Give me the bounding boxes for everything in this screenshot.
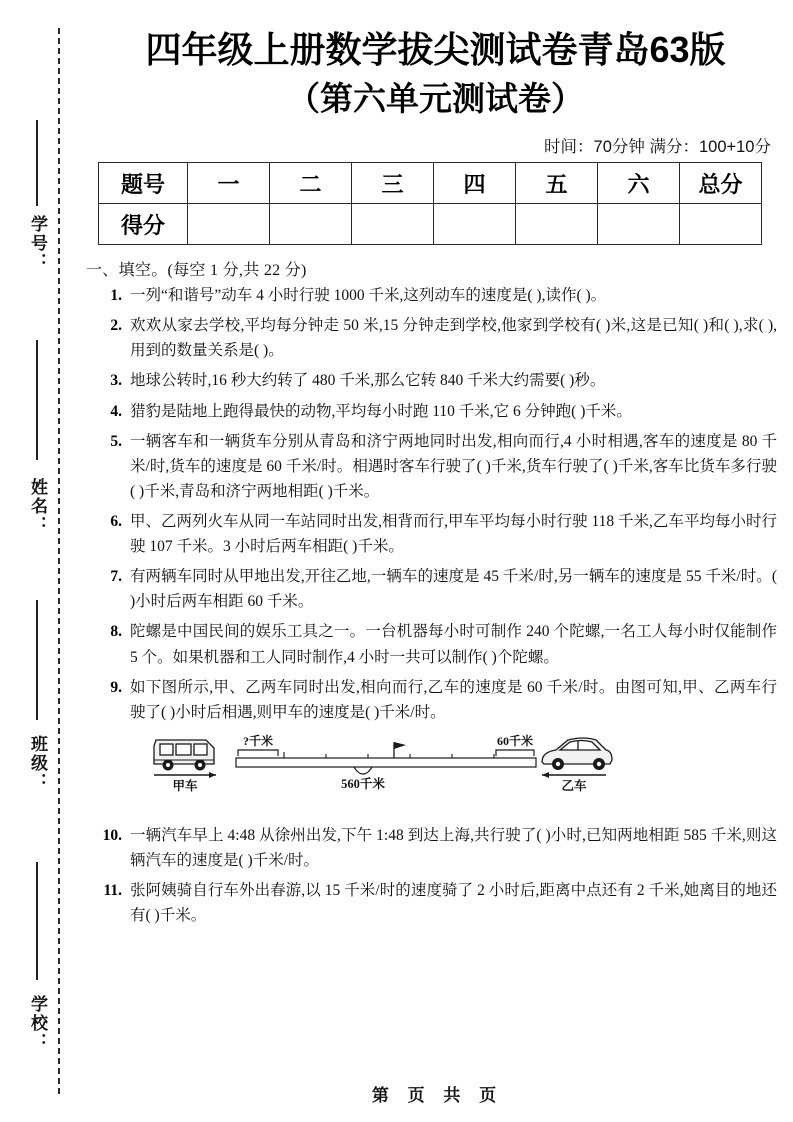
score-cell-6[interactable] bbox=[598, 204, 680, 245]
question-item-5 bbox=[92, 429, 777, 504]
question-text: 如下图所示,甲、乙两车同时出发,相向而行,乙车的速度是 60 千米/时。由图可知,甲、乙两车行驶了( )小时后相遇,则甲车的速度是( )千米/时。 bbox=[130, 678, 777, 721]
margin-label-class: 班级： bbox=[28, 735, 47, 792]
question-text: 甲、乙两列火车从同一车站同时出发,相背而行,甲车平均每小时行驶 118 千米,乙车平均每小时行驶 107 千米。3 小时后两车相距( )千米。 bbox=[130, 513, 777, 556]
right-segment-bracket bbox=[496, 750, 534, 756]
question-item-3 bbox=[92, 368, 777, 393]
question-number: 8. bbox=[110, 623, 122, 641]
margin-tick-line bbox=[36, 862, 38, 980]
score-cell-2[interactable] bbox=[270, 204, 352, 245]
question-text: 一列“和谐号”动车 4 小时行驶 1000 千米,这列动车的速度是( ),读作( )。 bbox=[130, 287, 607, 305]
margin-tick-line bbox=[36, 600, 38, 720]
score-cell-5[interactable] bbox=[516, 204, 598, 245]
question-number: 1. bbox=[110, 287, 122, 305]
margin-tick-line bbox=[36, 120, 38, 206]
question-item-6 bbox=[92, 509, 777, 559]
van-direction-arrow-icon bbox=[154, 772, 216, 778]
score-cell-total[interactable] bbox=[680, 204, 762, 245]
figure-label-unknown-distance: ?千米 bbox=[242, 733, 274, 748]
question-text: 一辆客车和一辆货车分别从青岛和济宁两地同时出发,相向而行,4 小时相遇,客车的速度是 80 千米/时,货车的速度是 60 千米/时。相遇时客车行驶了( )千米,货车行驶了( )千米,客车比货车多行驶( )千米,青岛和济宁两地相距( )千米。 bbox=[130, 432, 777, 500]
page-subtitle: （第六单元测试卷） bbox=[287, 79, 584, 117]
score-table-col-3: 三 bbox=[352, 163, 434, 204]
score-table-col-total: 总分 bbox=[680, 163, 762, 204]
two-vehicles-distance-diagram bbox=[144, 730, 614, 812]
question-text: 欢欢从家去学校,平均每分钟走 50 米,15 分钟走到学校,他家到学校有( )米,这是已知( )和( ),求( ),用到的数量关系是( )。 bbox=[130, 317, 777, 360]
page-title: 四年级上册数学拔尖测试卷青岛63版 bbox=[145, 29, 726, 70]
question-number: 10. bbox=[102, 826, 122, 844]
score-table bbox=[98, 162, 762, 245]
figure-label-left-vehicle: 甲车 bbox=[172, 778, 198, 793]
score-table-col-5: 五 bbox=[516, 163, 598, 204]
score-table-col-1: 一 bbox=[188, 163, 270, 204]
question-number: 9. bbox=[110, 678, 122, 696]
table-row-scores bbox=[99, 204, 762, 245]
margin-tick-line bbox=[36, 340, 38, 460]
section-heading-fill-in-blank: 一、填空。(每空 1 分,共 22 分) bbox=[86, 262, 307, 280]
exam-meta-info: 时间：70分钟 满分：100+10分 bbox=[544, 138, 771, 157]
car-icon bbox=[542, 738, 612, 770]
figure-label-total-distance: 560千米 bbox=[341, 776, 385, 791]
score-cell-1[interactable] bbox=[188, 204, 270, 245]
score-cell-4[interactable] bbox=[434, 204, 516, 245]
question-text: 地球公转时,16 秒大约转了 480 千米,那么它转 840 千米大约需要( )秒。 bbox=[130, 372, 606, 390]
question-item-8 bbox=[92, 619, 777, 669]
score-table-row-label-1: 得分 bbox=[99, 204, 188, 245]
question-item-4 bbox=[92, 399, 777, 424]
car-direction-arrow-icon bbox=[542, 772, 606, 778]
question-number: 4. bbox=[110, 402, 122, 420]
score-table-row-label-0: 题号 bbox=[99, 163, 188, 204]
question-number: 3. bbox=[110, 372, 122, 390]
margin-label-name: 姓名： bbox=[28, 478, 47, 535]
question-9-figure bbox=[144, 730, 614, 817]
distance-bar bbox=[236, 752, 536, 767]
table-row-question-numbers bbox=[99, 163, 762, 204]
exam-sheet bbox=[82, 0, 793, 1122]
score-table-col-6: 六 bbox=[598, 163, 680, 204]
score-table-col-2: 二 bbox=[270, 163, 352, 204]
question-text: 猎豹是陆地上跑得最快的动物,平均每小时跑 110 千米,它 6 分钟跑( )千米。 bbox=[130, 402, 632, 420]
question-item-10 bbox=[92, 823, 777, 873]
margin-dashed-rule bbox=[58, 28, 60, 1094]
question-number: 7. bbox=[110, 568, 122, 586]
figure-label-right-vehicle: 乙车 bbox=[561, 778, 587, 793]
margin-label-school: 学校： bbox=[28, 995, 47, 1052]
question-number: 2. bbox=[110, 317, 122, 335]
question-number: 6. bbox=[110, 513, 122, 531]
question-item-2 bbox=[92, 313, 777, 363]
meeting-point-flag-icon bbox=[394, 742, 406, 758]
left-segment-bracket bbox=[238, 750, 278, 756]
score-cell-3[interactable] bbox=[352, 204, 434, 245]
question-item-1 bbox=[92, 283, 777, 308]
question-text: 一辆汽车早上 4:48 从徐州出发,下午 1:48 到达上海,共行驶了( )小时,已知两地相距 585 千米,则这辆汽车的速度是( )千米/时。 bbox=[130, 826, 777, 870]
question-text: 张阿姨骑自行车外出春游,以 15 千米/时的速度骑了 2 小时后,距离中点还有 2 千米,她离目的地还有( )千米。 bbox=[130, 882, 777, 925]
binding-margin bbox=[0, 0, 82, 1122]
question-list bbox=[92, 283, 777, 928]
figure-label-right-distance: 60千米 bbox=[496, 733, 534, 748]
question-number: 5. bbox=[110, 432, 122, 450]
page-footer: 第 页 共 页 bbox=[371, 1086, 504, 1105]
question-item-11 bbox=[92, 878, 777, 928]
question-item-9 bbox=[92, 675, 777, 725]
question-number: 11. bbox=[103, 882, 122, 900]
van-icon bbox=[154, 740, 214, 771]
margin-label-student-id: 学号： bbox=[28, 215, 47, 272]
question-item-7 bbox=[92, 564, 777, 614]
question-text: 陀螺是中国民间的娱乐工具之一。一台机器每小时可制作 240 个陀螺,一名工人每小时仅能制作 5 个。如果机器和工人同时制作,4 小时一共可以制作( )个陀螺。 bbox=[130, 623, 777, 666]
score-table-col-4: 四 bbox=[434, 163, 516, 204]
question-text: 有两辆车同时从甲地出发,开往乙地,一辆车的速度是 45 千米/时,另一辆车的速度是 55 千米/时。( )小时后两车相距 60 千米。 bbox=[130, 568, 777, 611]
total-distance-brace bbox=[354, 767, 372, 774]
